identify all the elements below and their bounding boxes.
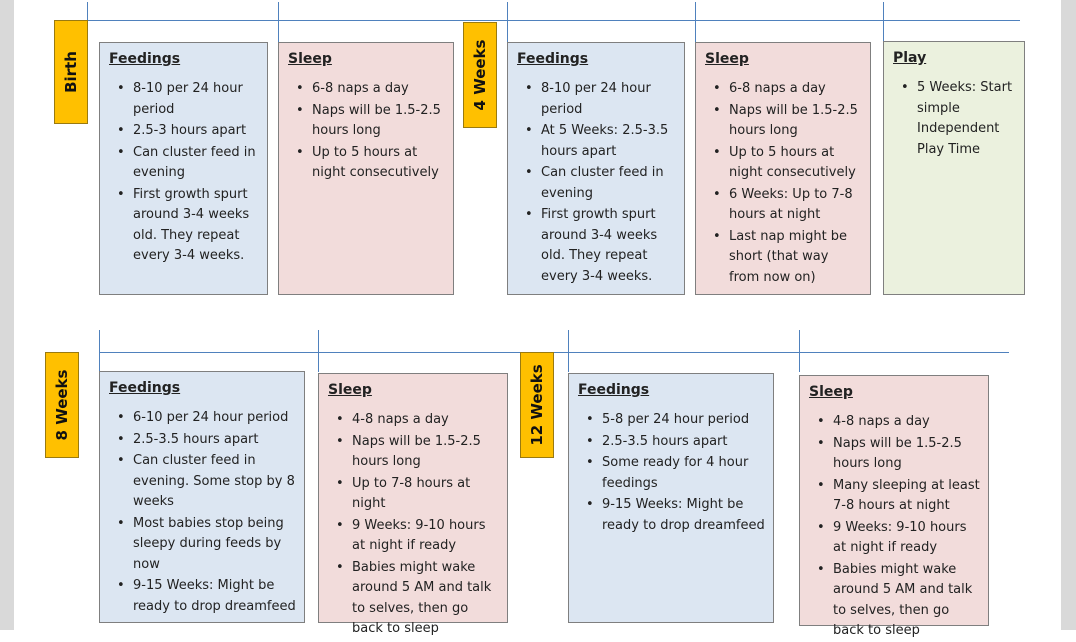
timeline-tick xyxy=(799,330,800,372)
card-title: Feedings xyxy=(578,382,650,398)
list-item: • 9 Weeks: 9-10 hours at night if ready xyxy=(833,518,980,559)
list-item: • First growth spurt around 3-4 weeks old. They repeat every 3-4 weeks. xyxy=(541,205,676,287)
list-item: • Some ready for 4 hour feedings xyxy=(602,453,765,494)
4-weeks-feedings-card xyxy=(507,42,685,295)
timeline-line-row2 xyxy=(99,352,1009,353)
4-weeks-sleep-card xyxy=(695,42,871,295)
list-item: • 9-15 Weeks: Might be ready to drop dreamfeed xyxy=(133,576,296,617)
list-item: • Last nap might be short (that way from now on) xyxy=(729,227,862,289)
list-item: • Can cluster feed in evening. Some stop by 8 weeks xyxy=(133,451,296,513)
list-item: • 5-8 per 24 hour period xyxy=(602,410,765,431)
list-item: • 8-10 per 24 hour period xyxy=(541,79,676,120)
list-item: • 2.5-3.5 hours apart xyxy=(133,430,296,451)
card-title: Sleep xyxy=(328,382,372,398)
card-list xyxy=(705,79,862,288)
list-item: • 2.5-3.5 hours apart xyxy=(602,432,765,453)
stage-label: Birth xyxy=(62,51,80,93)
card-title: Feedings xyxy=(517,51,589,67)
card-list xyxy=(517,79,676,287)
timeline-tick xyxy=(695,2,696,42)
timeline-tick xyxy=(318,330,319,372)
list-item: • 6 Weeks: Up to 7-8 hours at night xyxy=(729,185,862,226)
timeline-line-row1 xyxy=(87,20,1020,21)
list-item: • Up to 5 hours at night consecutively xyxy=(312,143,445,184)
8-weeks-feedings-card xyxy=(99,371,305,623)
card-title: Sleep xyxy=(809,384,853,400)
card-title: Sleep xyxy=(288,51,332,67)
list-item: • 6-8 naps a day xyxy=(729,79,862,100)
card-list xyxy=(893,78,1016,160)
birth-sleep-card xyxy=(278,42,454,295)
stage-tab-birth xyxy=(54,20,88,124)
timeline-tick xyxy=(568,330,569,372)
list-item: • 5 Weeks: Start simple Independent Play Time xyxy=(917,78,1016,160)
list-item: • Up to 7-8 hours at night xyxy=(352,474,499,515)
8-weeks-sleep-card xyxy=(318,373,508,636)
list-item: • Can cluster feed in evening xyxy=(133,143,259,184)
12-weeks-feedings-card xyxy=(568,373,774,623)
list-item: • 8-10 per 24 hour period xyxy=(133,79,259,120)
list-item: • Naps will be 1.5-2.5 hours long xyxy=(729,101,862,142)
list-item: • At 5 Weeks: 2.5-3.5 hours apart xyxy=(541,121,676,162)
4-weeks-play-card xyxy=(883,41,1025,295)
timeline-tick xyxy=(278,2,279,42)
card-list xyxy=(109,408,296,617)
list-item: • 6-8 naps a day xyxy=(312,79,445,100)
stage-tab-4-weeks xyxy=(463,22,497,128)
list-item: • Naps will be 1.5-2.5 hours long xyxy=(833,434,980,475)
stage-tab-12-weeks xyxy=(520,352,554,458)
card-list xyxy=(578,410,765,536)
card-list xyxy=(328,410,499,640)
list-item: • Most babies stop being sleepy during feeds by now xyxy=(133,514,296,576)
list-item: • Babies might wake around 5 AM and talk to selves, then go back to sleep xyxy=(833,560,980,642)
card-list xyxy=(809,412,980,642)
12-weeks-sleep-card xyxy=(799,375,989,638)
card-title: Play xyxy=(893,50,927,66)
stage-tab-8-weeks xyxy=(45,352,79,458)
list-item: • 9-15 Weeks: Might be ready to drop dreamfeed xyxy=(602,495,765,536)
card-list xyxy=(109,79,259,267)
timeline-tick xyxy=(507,2,508,42)
list-item: • 2.5-3 hours apart xyxy=(133,121,259,142)
birth-feedings-card xyxy=(99,42,268,295)
list-item: • 4-8 naps a day xyxy=(833,412,980,433)
card-list xyxy=(288,79,445,184)
list-item: • Babies might wake around 5 AM and talk to selves, then go back to sleep xyxy=(352,558,499,640)
page-right-margin xyxy=(1061,0,1076,630)
list-item: • Up to 5 hours at night consecutively xyxy=(729,143,862,184)
stage-label: 4 Weeks xyxy=(471,39,489,111)
list-item: • Can cluster feed in evening xyxy=(541,163,676,204)
list-item: • Naps will be 1.5-2.5 hours long xyxy=(352,432,499,473)
stage-label: 8 Weeks xyxy=(53,369,71,441)
list-item: • Many sleeping at least 7-8 hours at night xyxy=(833,476,980,517)
card-title: Feedings xyxy=(109,380,181,396)
list-item: • 6-10 per 24 hour period xyxy=(133,408,296,429)
list-item: • Naps will be 1.5-2.5 hours long xyxy=(312,101,445,142)
list-item: • First growth spurt around 3-4 weeks old. They repeat every 3-4 weeks. xyxy=(133,185,259,267)
timeline-tick xyxy=(99,330,100,372)
timeline-tick xyxy=(883,2,884,42)
list-item: • 4-8 naps a day xyxy=(352,410,499,431)
stage-label: 12 Weeks xyxy=(528,364,546,446)
page-left-margin xyxy=(0,0,14,630)
list-item: • 9 Weeks: 9-10 hours at night if ready xyxy=(352,516,499,557)
card-title: Sleep xyxy=(705,51,749,67)
card-title: Feedings xyxy=(109,51,181,67)
